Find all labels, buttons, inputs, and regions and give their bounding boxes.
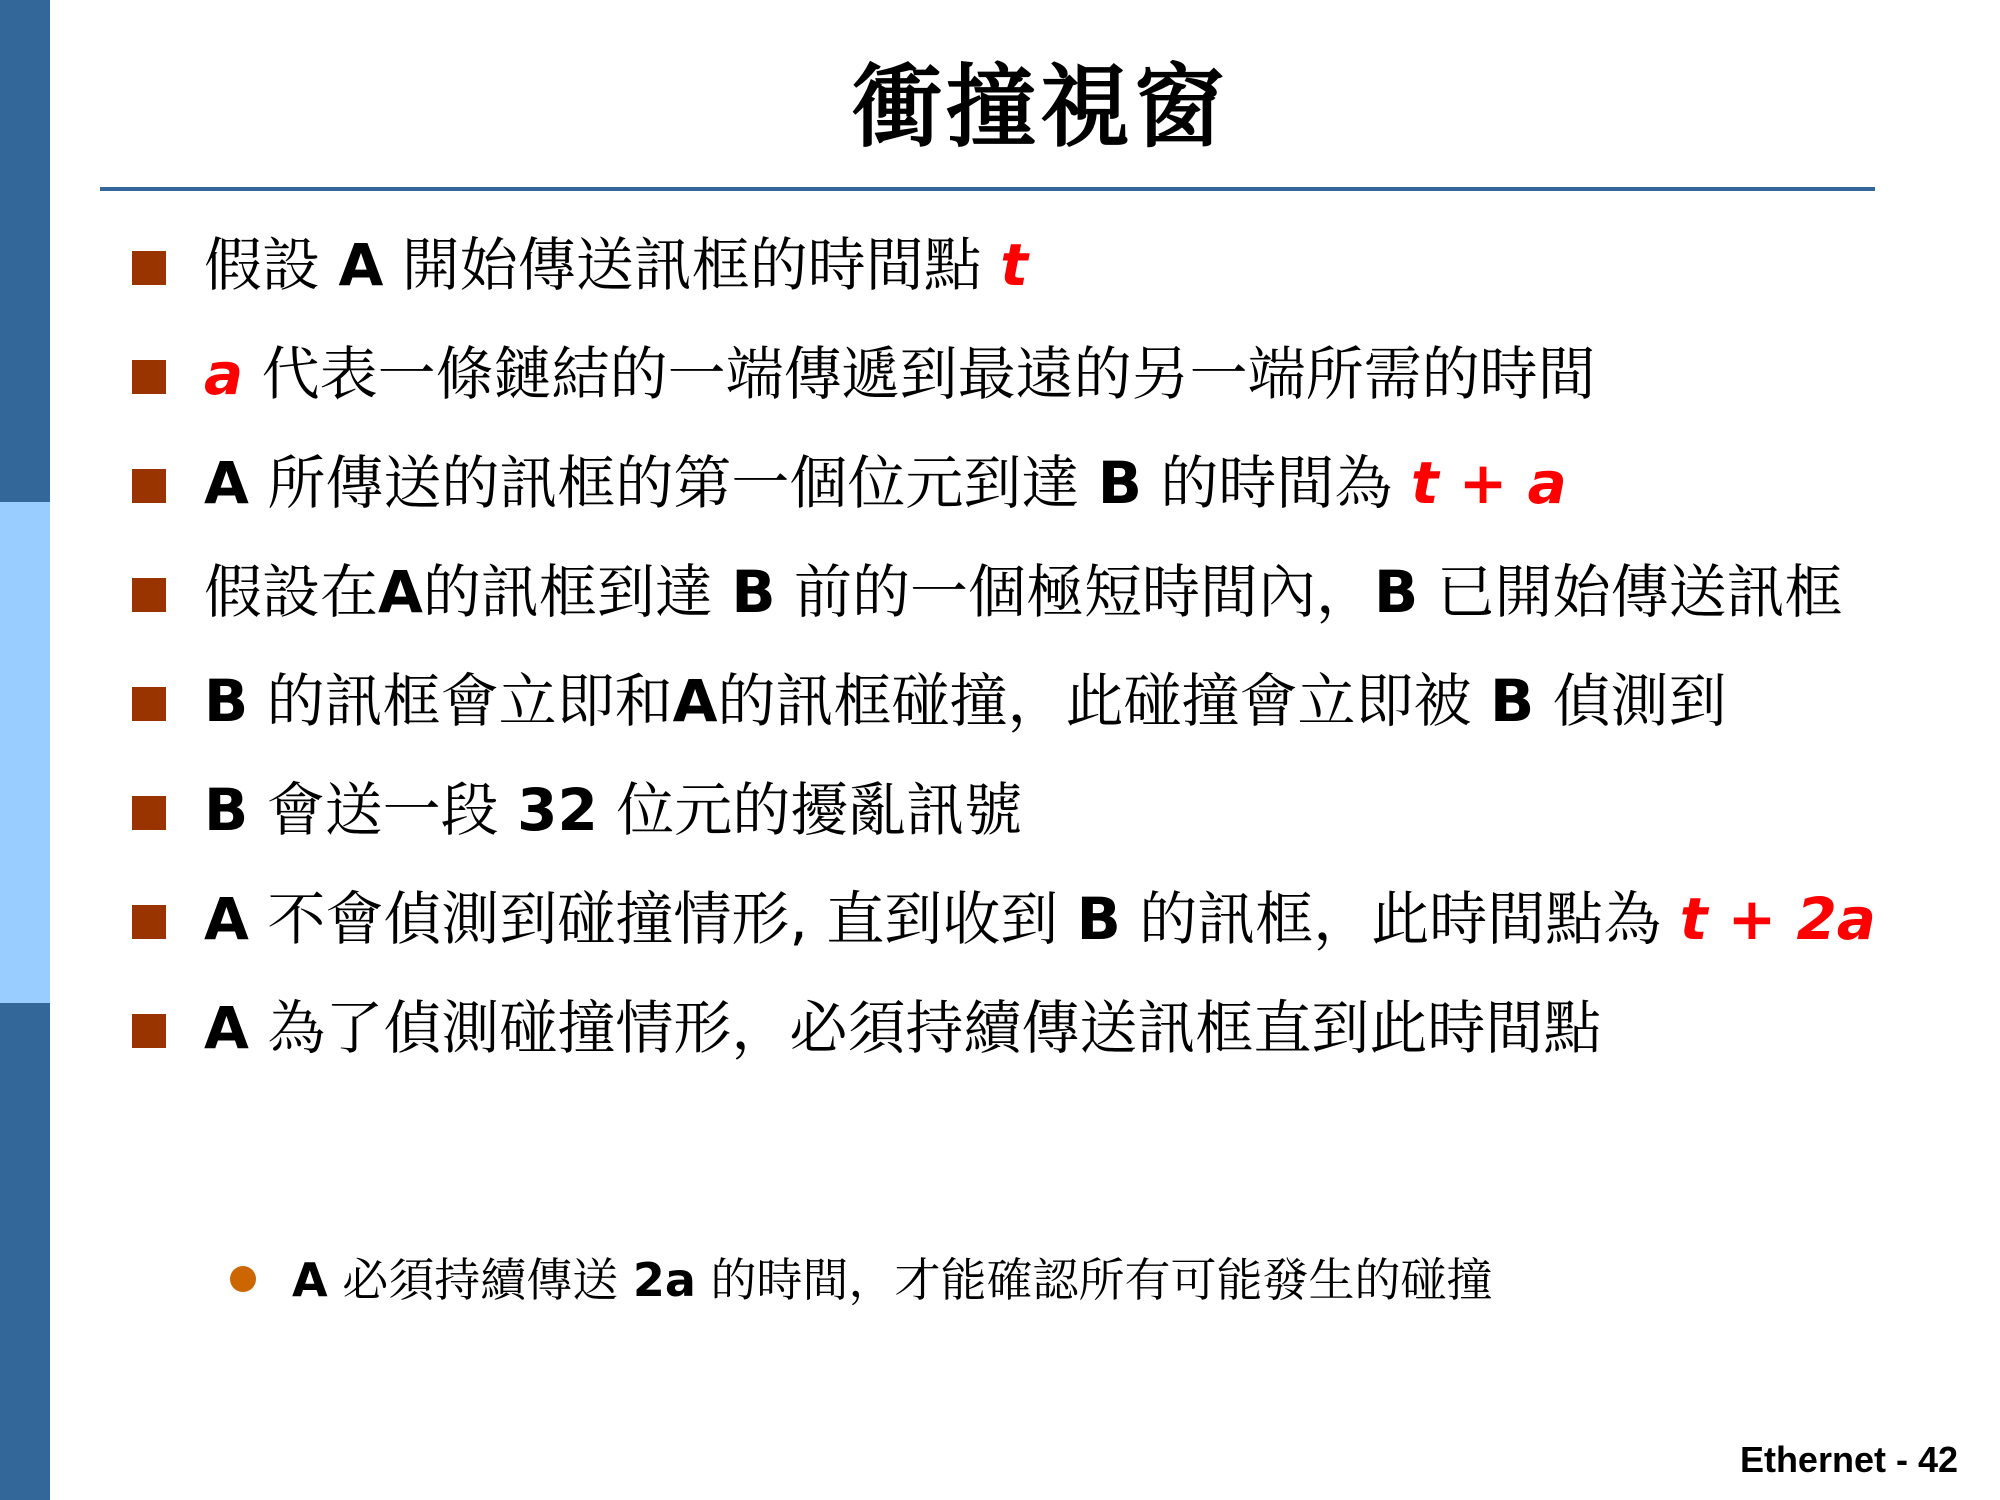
bullet-text: 所傳送的訊框的第一個位元到達 <box>248 449 1098 517</box>
bullet-term: B <box>1374 558 1419 626</box>
slide-title: 衝撞視窗 <box>852 55 1228 160</box>
square-bullet-icon <box>132 796 166 830</box>
bullet-text: 的訊框碰撞，此碰撞會立即被 <box>717 667 1490 735</box>
bullet-text: 前的一個極短時間內， <box>775 558 1374 626</box>
bullet-item-6 <box>130 770 1930 850</box>
bullet-text: 已開始傳送訊框 <box>1418 558 1843 626</box>
bullet-highlight: t <box>1000 231 1028 299</box>
square-bullet-icon <box>132 1014 166 1048</box>
round-bullet-icon <box>230 1266 256 1292</box>
bullet-term: A <box>204 885 249 953</box>
bullet-term: A <box>204 994 249 1062</box>
square-bullet-icon <box>132 251 166 285</box>
bullet-text: 開始傳送訊框的時間點 <box>383 231 1001 299</box>
bullet-item-7 <box>130 879 1930 959</box>
bullet-text: 必須持續傳送 <box>327 1253 633 1307</box>
square-bullet-icon <box>132 687 166 721</box>
bullet-term: B <box>731 558 776 626</box>
sub-bullet-item <box>228 1250 1493 1310</box>
bullet-text: 偵測到 <box>1534 667 1727 735</box>
square-bullet-icon <box>132 578 166 612</box>
square-bullet-icon <box>132 469 166 503</box>
bullet-text: 不會偵測到碰撞情形, 直到收到 <box>248 885 1077 953</box>
bullet-item-8 <box>130 988 1930 1068</box>
bullet-text: 的時間，才能確認所有可能發生的碰撞 <box>695 1253 1493 1307</box>
bullet-highlight: t + a <box>1410 449 1567 517</box>
bullet-term: B <box>1490 667 1535 735</box>
bullet-term: B <box>204 776 249 844</box>
bullet-text: 代表一條鏈結的一端傳遞到最遠的另一端所需的時間 <box>243 340 1596 408</box>
bullet-highlight: a <box>204 340 244 408</box>
bullet-list <box>130 225 1930 1097</box>
bullet-text: 為了偵測碰撞情形，必須持續傳送訊框直到此時間點 <box>248 994 1602 1062</box>
bullet-item-3 <box>130 443 1930 523</box>
slide-footer: Ethernet - 42 <box>1739 1439 1958 1480</box>
bullet-term: A <box>378 558 423 626</box>
bullet-term: B <box>1097 449 1142 517</box>
bullet-text: 假設在 <box>204 558 379 626</box>
bullet-text: 位元的擾亂訊號 <box>597 776 1023 844</box>
bullet-text: 的訊框會立即和 <box>248 667 673 735</box>
bullet-term: A <box>204 449 249 517</box>
bullet-text: 的訊框，此時間點為 <box>1120 885 1680 953</box>
bullet-term: A <box>292 1253 328 1307</box>
bullet-term: 32 <box>517 776 598 844</box>
bullet-text: 的時間為 <box>1141 449 1411 517</box>
square-bullet-icon <box>132 360 166 394</box>
bullet-term: 2a <box>632 1253 696 1307</box>
bullet-text: 的訊框到達 <box>422 558 732 626</box>
bullet-text: 假設 <box>204 231 339 299</box>
bullet-item-4 <box>130 552 1930 632</box>
title-divider <box>100 187 1875 191</box>
bullet-term: B <box>204 667 249 735</box>
left-sidebar-highlight <box>0 502 50 1003</box>
bullet-item-2 <box>130 334 1930 414</box>
bullet-highlight: t + 2a <box>1679 885 1876 953</box>
bullet-item-1 <box>130 225 1930 305</box>
bullet-term: A <box>672 667 718 735</box>
bullet-item-5 <box>130 661 1930 741</box>
square-bullet-icon <box>132 905 166 939</box>
bullet-text: 會送一段 <box>248 776 518 844</box>
bullet-term: B <box>1076 885 1121 953</box>
bullet-term: A <box>338 231 384 299</box>
